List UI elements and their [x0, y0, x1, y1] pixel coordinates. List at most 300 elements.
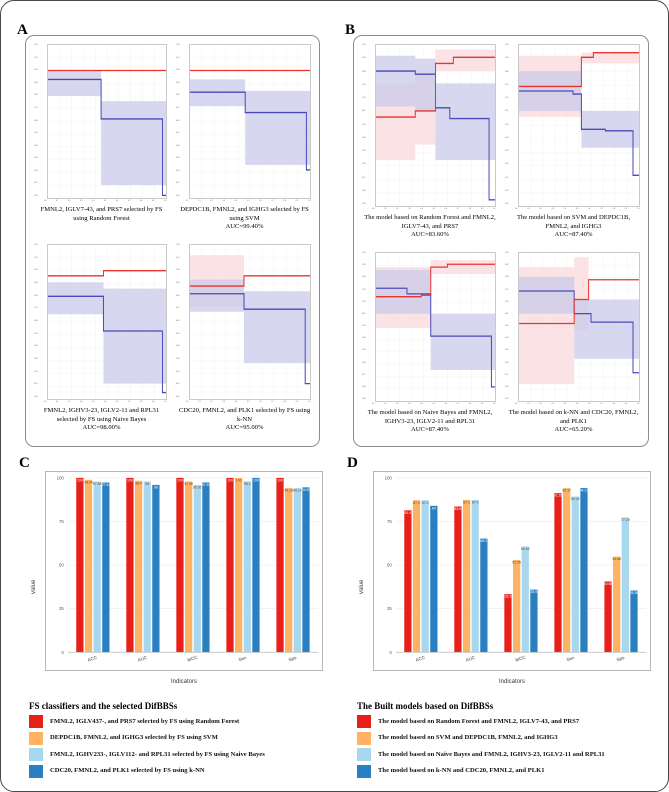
panel-letter-b: B — [345, 22, 356, 38]
roc-curve-svg — [376, 45, 495, 206]
bar-value-label: 60.69 — [520, 547, 530, 552]
bar-value-label: 84 — [431, 506, 436, 511]
panel-letter-d: D — [347, 455, 358, 471]
roc-x-tick: 0.8 — [140, 200, 143, 202]
panel-c-legend-item — [29, 715, 339, 728]
roc-x-tick: 0.8 — [140, 401, 143, 403]
bar-value-label: 89.32 — [570, 497, 580, 502]
panel-d-legend-item — [357, 732, 662, 745]
roc-y-tick: 0.88 — [505, 276, 509, 279]
roc-caption — [505, 409, 642, 435]
bar-rect — [185, 481, 192, 652]
bar-value-label: 87.2 — [421, 500, 429, 505]
legend-c-title: FS classifiers and the selected DifBBSs — [29, 701, 178, 711]
bar-value-label: 83.6 — [454, 507, 462, 512]
roc-x-tick: 0.4 — [420, 403, 423, 405]
roc-x-tick: 0.6 — [259, 200, 262, 202]
bar-category-label: Spe — [287, 655, 298, 663]
roc-x-tick: 0.1 — [527, 403, 530, 405]
panel-c-svg — [46, 472, 322, 670]
panel-d-legend-label: The model based on SVM and DEPDC1B, FMNL2, and IGHG3 — [378, 734, 558, 742]
roc-x-tick: 0.6 — [444, 403, 447, 405]
bar-y-tick: 75 — [387, 519, 392, 525]
panel-d-legend-item — [357, 748, 662, 761]
bar-rect — [285, 488, 292, 652]
roc-y-tick: 0.30 — [176, 157, 180, 160]
roc-caption — [362, 409, 498, 435]
bar-y-tick: 100 — [56, 475, 64, 481]
bar-category-label: AUC — [465, 654, 476, 663]
roc-chart-a-svm — [176, 44, 313, 239]
bar-rect — [76, 478, 83, 652]
roc-y-tick: 0.26 — [362, 361, 366, 364]
roc-x-tick: 1.0 — [637, 208, 640, 210]
bar-y-tick: 50 — [59, 562, 64, 568]
roc-y-tick: 0.70 — [176, 106, 180, 109]
roc-y-tick: 0.88 — [362, 70, 366, 73]
roc-y-tick: 0.79 — [362, 288, 366, 291]
bar-rect — [226, 478, 233, 652]
roc-caption-text: The model based on k-NN and CDC20, FMNL2, and PLK1 — [508, 409, 639, 425]
panel-letter-a: A — [17, 22, 28, 38]
roc-x-tick: 1.0 — [308, 401, 311, 403]
roc-x-tick: 0.5 — [104, 200, 107, 202]
bar-rect — [472, 500, 479, 652]
roc-x-tick: 0.1 — [198, 200, 201, 202]
roc-y-tick: 0.35 — [362, 150, 366, 152]
roc-y-tick: 0.70 — [34, 106, 38, 109]
bar-rect — [413, 500, 420, 652]
roc-chart-a-rf — [34, 44, 169, 239]
roc-y-tick: 0.40 — [34, 345, 38, 348]
bar-category-label: MCC — [186, 654, 199, 663]
roc-y-tick: 0.79 — [505, 83, 509, 86]
roc-x-tick: 0.9 — [480, 403, 484, 405]
roc-caption-text: DEPDC1B, FMNL2, and IGHG3 selected by FS using SVM — [180, 206, 309, 222]
bar-value-label: 96 — [153, 485, 158, 490]
bar-rect — [176, 478, 183, 652]
bar-value-label: 100 — [76, 478, 83, 483]
roc-y-tick: 0.80 — [176, 294, 180, 297]
bar-value-label: 94.19 — [293, 488, 302, 493]
bar-rect — [404, 510, 411, 652]
bar-rect — [554, 493, 561, 652]
bar-value-label: 100 — [235, 478, 242, 483]
roc-y-tick: 0.60 — [176, 119, 180, 122]
roc-y-tick: 0.96 — [505, 264, 509, 267]
roc-curve-svg — [519, 253, 639, 401]
roc-y-tick: 1.05 — [362, 44, 366, 46]
roc-auc-value: AUC=83.60% — [411, 231, 449, 239]
roc-y-tick: 0.70 — [505, 97, 509, 99]
roc-y-tick: 1.05 — [362, 252, 366, 254]
roc-x-tick: 0.2 — [210, 401, 213, 403]
roc-plot-area — [47, 44, 167, 199]
roc-y-tick: 0.35 — [505, 150, 509, 152]
bar-rect — [252, 478, 259, 652]
roc-chart-inner — [505, 44, 642, 210]
roc-x-tick: 1.0 — [493, 208, 496, 210]
roc-y-tick: 1.10 — [176, 56, 180, 59]
bar-value-label: 98.1 — [243, 481, 251, 486]
roc-chart-inner — [34, 44, 169, 202]
bar-value-label: 100 — [127, 478, 133, 483]
roc-plot-area — [518, 252, 640, 402]
roc-x-tick: 0.7 — [600, 208, 603, 210]
roc-x-tick: 0.2 — [539, 403, 542, 405]
roc-y-tick: 0.35 — [505, 349, 509, 352]
roc-chart-inner — [34, 244, 169, 403]
bar-value-label: 94.17 — [562, 488, 571, 493]
bar-value-label: 95.92 — [192, 485, 202, 490]
bar-value-label: 100 — [277, 478, 283, 483]
roc-y-tick: 0.80 — [176, 94, 180, 97]
roc-y-tick: 0.50 — [34, 132, 38, 135]
panel-d-legend-swatch — [357, 732, 371, 745]
roc-caption-text: FMNL2, IGHV3-23, IGLV2-11 and RPL31 selected by FS using Naive Bayes — [43, 407, 160, 423]
bar-y-tick: 0 — [389, 649, 392, 655]
bar-category-label: Sen — [565, 655, 576, 663]
roc-x-tick: 0.3 — [222, 401, 225, 403]
roc-y-tick: 1.20 — [176, 244, 180, 246]
roc-x-tick: 0.2 — [68, 200, 71, 202]
roc-y-tick: 0.40 — [34, 144, 38, 147]
roc-y-tick: 1.00 — [34, 269, 38, 272]
roc-y-tick: 0.44 — [362, 337, 366, 340]
roc-plot-area — [375, 44, 496, 207]
roc-x-tick: 0.4 — [234, 200, 238, 202]
roc-y-tick: 0.70 — [34, 307, 38, 310]
legend-c-items — [29, 715, 339, 778]
roc-caption — [362, 214, 498, 240]
panel-c-legend-swatch — [29, 765, 43, 778]
roc-x-tick: 0.7 — [600, 403, 603, 405]
roc-auc-value: AUC=65.20% — [554, 426, 593, 434]
roc-plot-area — [47, 244, 167, 400]
roc-y-tick: 0.40 — [176, 345, 180, 348]
panel-a-group — [25, 35, 320, 447]
bar-rect — [622, 518, 629, 653]
bar-value-label: 35.36 — [629, 591, 639, 596]
roc-caption-text: FMNL2, IGLV7-43, and PRS7 selected by FS using Random Forest — [40, 206, 163, 222]
roc-x-tick: 0.1 — [384, 403, 387, 405]
panel-c-legend-swatch — [29, 748, 43, 761]
roc-y-tick: 0.60 — [176, 320, 180, 322]
roc-caption-text: The model based on Naive Bayes and FMNL2, IGHV3-23, IGLV2-11 and RPL31 — [367, 409, 493, 425]
bar-value-label: 100 — [253, 478, 259, 483]
bar-category-label: AUC — [137, 654, 148, 663]
panel-letter-c: C — [19, 455, 30, 471]
roc-x-tick: 0.6 — [588, 208, 591, 210]
roc-x-tick: 0.7 — [128, 200, 131, 202]
roc-y-tick: 0.88 — [362, 276, 366, 279]
bar-rect — [604, 581, 611, 652]
roc-x-tick: 0.8 — [468, 403, 472, 405]
roc-y-tick: 0.20 — [176, 370, 180, 373]
roc-y-tick: 0.26 — [505, 361, 509, 364]
bar-category-label: Spe — [615, 655, 626, 663]
roc-y-tick: 0.00 — [505, 203, 509, 205]
panel-d-x-axis-title: Indicators — [498, 679, 525, 685]
roc-y-tick: 1.00 — [176, 269, 180, 272]
bar-rect — [430, 506, 437, 652]
bar-rect — [613, 557, 620, 653]
roc-x-tick: 0.8 — [283, 401, 286, 403]
bar-rect — [504, 594, 511, 652]
roc-y-tick: 0.90 — [34, 81, 38, 84]
roc-y-tick: 0.53 — [505, 325, 509, 327]
roc-x-tick: 0.9 — [624, 403, 628, 405]
roc-y-tick: 0.96 — [362, 264, 366, 267]
roc-caption-text: CDC20, FMNL2, and PLK1 selected by FS using k-NN — [178, 407, 311, 423]
roc-caption — [176, 407, 313, 433]
panel-c-legend-label: CDC20, FMNL2, and PLK1 selected by FS using k-NN — [50, 767, 205, 775]
roc-x-tick: 0.6 — [259, 401, 262, 403]
roc-y-tick: 1.20 — [176, 44, 180, 46]
roc-x-tick: 0.4 — [92, 200, 95, 202]
roc-x-tick: 1.0 — [308, 200, 311, 202]
roc-x-tick: 0.1 — [56, 200, 59, 202]
roc-chart-a-nb — [34, 244, 169, 440]
roc-y-tick: 0.30 — [34, 358, 38, 360]
roc-y-tick: 0.88 — [505, 70, 509, 73]
bar-rect — [294, 488, 301, 652]
bar-value-label: 35.9 — [530, 590, 538, 595]
roc-chart-inner — [176, 44, 313, 202]
roc-y-tick: 0.70 — [362, 300, 366, 303]
roc-plot-area — [518, 44, 640, 207]
bar-rect — [580, 488, 587, 652]
bar-rect — [244, 481, 251, 652]
bar-rect — [630, 591, 637, 653]
roc-y-tick: 0.70 — [362, 97, 366, 99]
roc-chart-a-knn — [176, 244, 313, 440]
roc-auc-value: AUC=95.00% — [225, 424, 264, 432]
roc-y-tick: 0.00 — [505, 398, 509, 400]
roc-y-tick: 0.61 — [505, 110, 509, 113]
bar-rect — [522, 546, 529, 652]
panel-c-plot-area — [45, 471, 323, 671]
bar-value-label: 33.3 — [504, 594, 512, 599]
bar-rect — [235, 478, 242, 652]
roc-x-tick: 0.7 — [456, 208, 460, 210]
roc-y-tick: 0.00 — [176, 195, 180, 197]
roc-x-tick: 0.0 — [44, 200, 47, 202]
bar-y-tick: 75 — [59, 519, 64, 525]
bar-rect — [422, 500, 429, 652]
panel-d-legend-item — [357, 765, 662, 778]
bar-value-label: 87.4 — [471, 500, 479, 505]
roc-x-tick: 0.2 — [396, 403, 399, 405]
bar-value-label: 87.2 — [463, 500, 470, 505]
panel-c-x-axis-title: Indicators — [170, 679, 197, 685]
roc-caption — [34, 407, 169, 433]
roc-y-tick: 0.10 — [176, 383, 180, 386]
roc-x-tick: 0.8 — [468, 208, 472, 210]
roc-y-tick: 0.20 — [34, 370, 38, 373]
roc-chart-b-rf — [362, 44, 498, 247]
roc-y-tick: 0.53 — [362, 325, 366, 327]
roc-y-tick: 0.79 — [505, 288, 509, 291]
roc-x-tick: 0.6 — [116, 200, 119, 202]
roc-plot-area — [189, 44, 311, 199]
roc-y-tick: 0.96 — [505, 57, 509, 60]
panel-d-legend-label: The model based on Naive Bayes and FMNL2, IGHV3-23, IGLV2-11 and RPL31 — [378, 750, 605, 758]
roc-y-tick: 0.00 — [34, 396, 38, 398]
roc-curve-svg — [48, 45, 166, 198]
bar-category-label: ACC — [415, 654, 426, 663]
roc-y-tick: 0.60 — [34, 320, 38, 322]
roc-y-tick: 0.70 — [505, 300, 509, 303]
legend-panel-c — [29, 701, 339, 781]
roc-x-tick: 0.2 — [396, 208, 399, 210]
roc-x-tick: 0.0 — [186, 200, 189, 202]
bar-rect — [463, 500, 470, 652]
roc-y-tick: 1.10 — [176, 256, 180, 259]
roc-x-tick: 0.4 — [563, 403, 567, 405]
roc-x-tick: 0.5 — [247, 401, 250, 403]
roc-x-tick: 0.9 — [152, 200, 155, 202]
roc-y-tick: 0.09 — [362, 385, 366, 388]
roc-y-tick: 0.10 — [34, 182, 38, 185]
bar-y-tick: 25 — [59, 606, 64, 612]
roc-y-tick: 0.26 — [505, 163, 509, 166]
bar-rect — [202, 482, 209, 652]
roc-y-tick: 1.05 — [505, 252, 509, 254]
roc-x-tick: 0.8 — [283, 200, 286, 202]
bar-value-label: 65.2 — [480, 539, 488, 544]
bar-value-label: 91.26 — [553, 493, 563, 498]
bar-value-label: 98.94 — [84, 480, 93, 485]
panel-d-legend-swatch — [357, 715, 371, 728]
panel-d-barchart — [353, 469, 653, 689]
panel-d-legend-label: The model based on Random Forest and FMNL2, IGLV7-43, and PRS7 — [378, 717, 580, 725]
roc-x-tick: 0.5 — [432, 208, 435, 210]
roc-x-tick: 0.9 — [295, 200, 299, 202]
roc-y-tick: 0.90 — [34, 282, 38, 284]
roc-x-tick: 0.9 — [152, 401, 155, 403]
bar-value-label: 77.29 — [621, 518, 630, 523]
panel-d-legend-swatch — [357, 748, 371, 761]
bar-y-tick: 50 — [387, 562, 392, 568]
roc-chart-b-knn — [505, 252, 642, 442]
roc-x-tick: 1.0 — [637, 403, 640, 405]
roc-x-tick: 0.7 — [128, 401, 131, 403]
roc-y-tick: 0.50 — [34, 332, 38, 335]
roc-y-tick: 0.10 — [34, 383, 38, 386]
roc-chart-b-nb — [362, 252, 498, 442]
roc-y-tick: 0.70 — [176, 307, 180, 310]
roc-y-tick: 0.90 — [176, 81, 180, 84]
roc-y-tick: 0.40 — [176, 144, 180, 147]
bar-value-label: 81.4 — [404, 510, 412, 515]
roc-y-tick: 0.09 — [505, 385, 509, 388]
roc-x-tick: 0.3 — [551, 403, 554, 405]
panel-d-legend-swatch — [357, 765, 371, 778]
panel-d-legend-label: The model based on k-NN and CDC20, FMNL2, and PLK1 — [378, 767, 545, 775]
bar-rect — [135, 481, 142, 652]
roc-x-tick: 0.9 — [480, 208, 484, 210]
roc-x-tick: 0.5 — [576, 208, 579, 210]
roc-x-tick: 0.2 — [539, 208, 542, 210]
roc-x-tick: 0.0 — [44, 401, 47, 403]
roc-x-tick: 0.1 — [384, 208, 387, 210]
panel-c-legend-item — [29, 732, 339, 745]
roc-x-tick: 0.0 — [372, 403, 375, 405]
roc-y-tick: 0.17 — [362, 373, 366, 376]
bar-category-label: MCC — [514, 654, 527, 663]
bar-y-tick: 100 — [384, 475, 392, 481]
bar-rect — [102, 483, 109, 653]
roc-x-tick: 0.1 — [198, 401, 201, 403]
bar-rect — [144, 481, 151, 652]
roc-y-tick: 0.96 — [362, 57, 366, 60]
roc-curve-svg — [48, 245, 166, 399]
roc-x-tick: 0.3 — [80, 200, 83, 202]
roc-x-tick: 0.6 — [116, 401, 119, 403]
bar-rect — [126, 478, 133, 652]
roc-auc-value: AUC=98.00% — [82, 424, 121, 432]
bar-y-tick: 0 — [61, 649, 64, 655]
roc-y-tick: 0.35 — [362, 349, 366, 352]
roc-y-tick: 0.90 — [176, 282, 180, 284]
bar-rect — [276, 478, 283, 652]
roc-y-tick: 0.44 — [505, 337, 509, 340]
bar-rect — [152, 485, 159, 652]
bar-value-label: 100 — [227, 478, 233, 483]
roc-x-tick: 0.8 — [612, 208, 615, 210]
roc-y-tick: 0.20 — [176, 169, 180, 172]
roc-curve-svg — [190, 245, 310, 399]
roc-y-tick: 0.17 — [505, 176, 509, 179]
roc-y-tick: 1.10 — [34, 56, 38, 59]
roc-x-tick: 0.4 — [563, 208, 567, 210]
roc-x-tick: 0.9 — [624, 208, 628, 210]
panel-c-legend-swatch — [29, 732, 43, 745]
roc-caption — [176, 206, 313, 232]
roc-x-tick: 0.5 — [104, 401, 107, 403]
bar-value-label: 97.34 — [101, 483, 111, 488]
roc-x-tick: 0.2 — [68, 401, 71, 403]
roc-x-tick: 0.6 — [588, 403, 591, 405]
roc-x-tick: 0.3 — [551, 208, 554, 210]
bar-rect — [302, 487, 309, 652]
roc-x-tick: 1.0 — [493, 403, 496, 405]
panel-c-y-axis-title: value — [31, 579, 37, 594]
roc-y-tick: 1.20 — [34, 44, 38, 46]
roc-caption — [505, 214, 642, 240]
roc-y-tick: 0.53 — [362, 123, 366, 126]
panel-c-legend-item — [29, 765, 339, 778]
roc-x-tick: 0.4 — [92, 401, 95, 403]
panel-d-svg — [374, 472, 650, 670]
bar-value-label: 97.88 — [92, 482, 102, 487]
roc-y-tick: 1.00 — [34, 69, 38, 72]
bar-value-label: 100 — [177, 478, 183, 483]
roc-auc-value: AUC=87.40% — [554, 231, 593, 239]
roc-x-tick: 0.1 — [527, 208, 530, 210]
roc-y-tick: 0.20 — [34, 169, 38, 172]
roc-x-tick: 0.5 — [576, 403, 579, 405]
bar-value-label: 94.59 — [301, 487, 311, 492]
bar-value-label: 94.19 — [284, 488, 294, 493]
bar-value-label: 98 — [145, 481, 150, 486]
bar-rect — [530, 590, 537, 653]
roc-y-tick: 1.20 — [34, 244, 38, 246]
roc-x-tick: 0.5 — [432, 403, 435, 405]
roc-curve-svg — [376, 253, 495, 401]
roc-caption-text: The model based on Random Forest and FMNL2, IGLV7-43, and PRS7 — [364, 214, 496, 230]
